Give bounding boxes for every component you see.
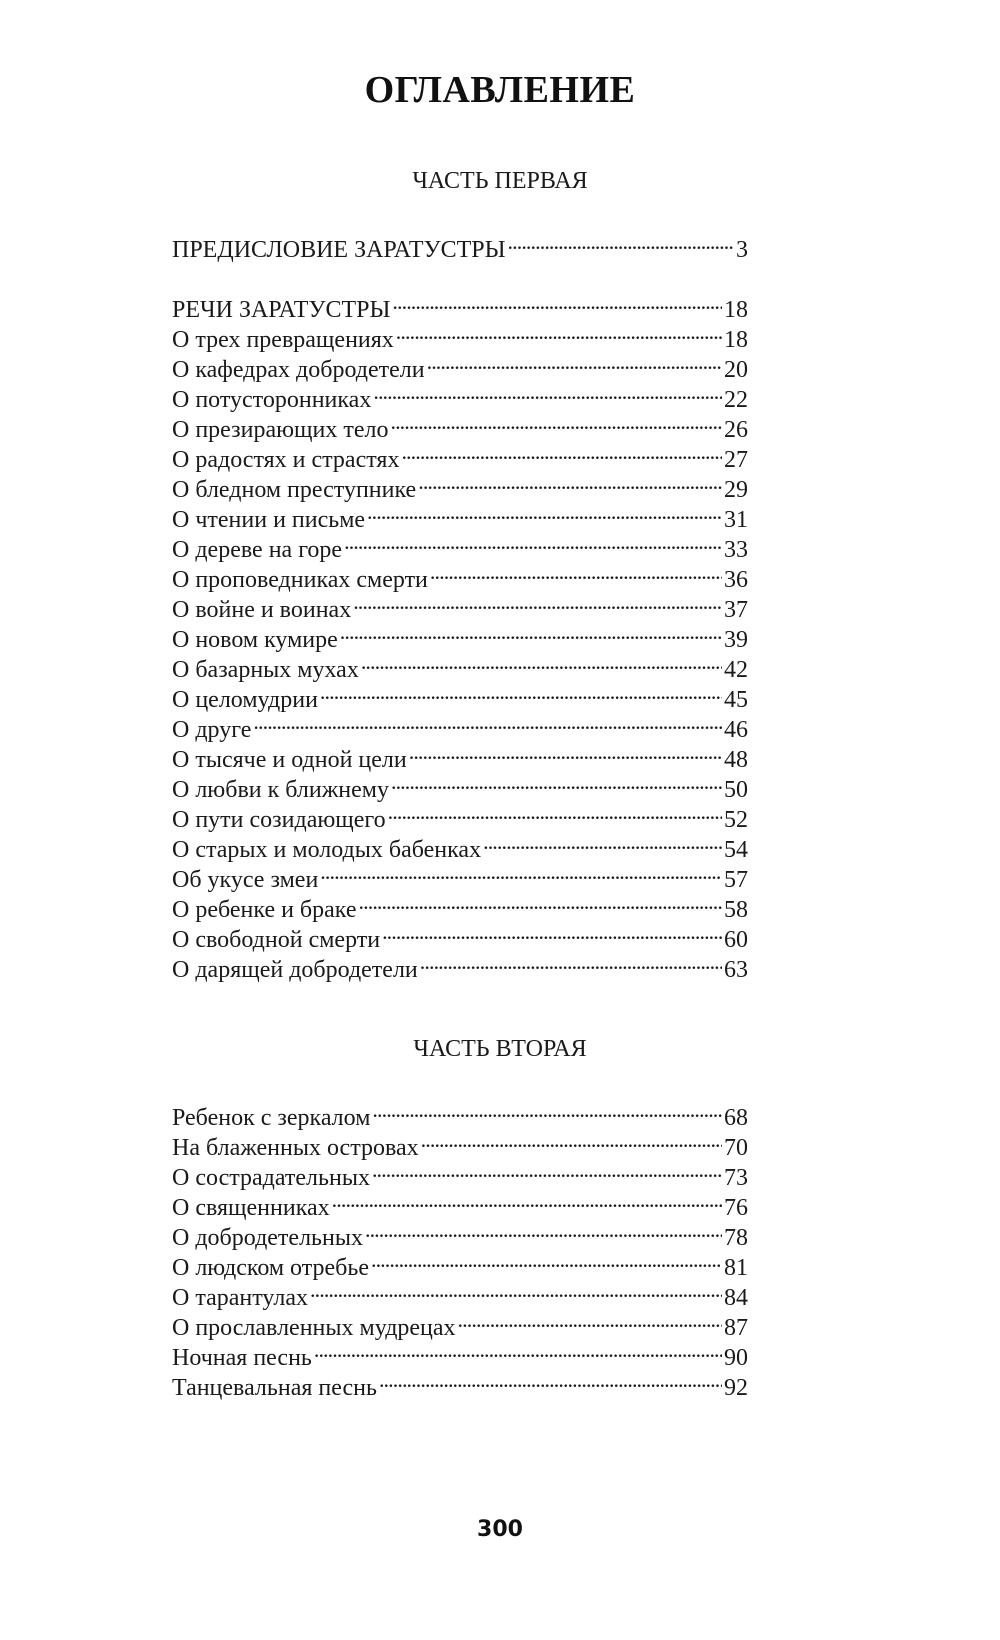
toc-group-part2 [172, 1095, 748, 1401]
dot-leader [409, 737, 722, 767]
toc-entry-page: 37 [724, 597, 748, 623]
toc-entry-page: 18 [724, 297, 748, 323]
toc-entry-label: О свободной смерти [172, 927, 381, 953]
dot-leader [253, 707, 722, 737]
toc-entry-page: 46 [724, 717, 748, 743]
page-title: ОГЛАВЛЕНИЕ [364, 69, 636, 111]
toc-entry-label: О дарящей добродетели [172, 957, 418, 983]
toc-entry-label: О войне и воинах [172, 597, 352, 623]
dot-leader [314, 1335, 722, 1365]
toc-entry-label: О проповедниках смерти [172, 567, 428, 593]
toc-entry[interactable] [172, 1095, 748, 1131]
dot-leader [508, 227, 734, 257]
dot-leader [361, 647, 722, 677]
dot-leader [320, 857, 722, 887]
toc-entry-page: 63 [724, 957, 748, 983]
toc-entry-label: О людском отребье [172, 1255, 369, 1281]
dot-leader [367, 497, 722, 527]
toc-entry-label: Ночная песнь [172, 1345, 312, 1371]
dot-leader [373, 377, 722, 407]
toc-entry-page: 90 [724, 1345, 748, 1371]
dot-leader [390, 407, 722, 437]
toc-entry-label: РЕЧИ ЗАРАТУСТРЫ [172, 297, 391, 323]
dot-leader [483, 827, 722, 857]
toc-entry-page: 84 [724, 1285, 748, 1311]
toc-entry-label: О потусторонниках [172, 387, 372, 413]
toc-entry-page: 87 [724, 1315, 748, 1341]
toc-entry-label: О добродетельных [172, 1225, 363, 1251]
dot-leader [420, 947, 722, 977]
toc-entry-page: 39 [724, 627, 748, 653]
toc-entry-label: О радостях и страстях [172, 447, 400, 473]
part-heading-2: ЧАСТЬ ВТОРАЯ [413, 1036, 587, 1062]
toc-entry-label: О старых и молодых бабенках [172, 837, 482, 863]
dot-leader [427, 347, 722, 377]
toc-entry-label: О сострадательных [172, 1165, 370, 1191]
dot-leader [396, 317, 722, 347]
toc-entry-page: 36 [724, 567, 748, 593]
toc-entry-page: 57 [724, 867, 748, 893]
toc-entry-page: 45 [724, 687, 748, 713]
toc-entry-label: Танцевальная песнь [172, 1375, 377, 1401]
toc-entry-page: 78 [724, 1225, 748, 1251]
toc-entry-label: ПРЕДИСЛОВИЕ ЗАРАТУСТРЫ [172, 237, 506, 263]
page-number: 300 [477, 1517, 523, 1542]
toc-entry-page: 92 [724, 1375, 748, 1401]
dot-leader [340, 617, 722, 647]
toc-entry-label: О целомудрии [172, 687, 318, 713]
dot-leader [418, 467, 722, 497]
toc-entry-page: 50 [724, 777, 748, 803]
toc-group-preface [172, 227, 748, 263]
dot-leader [401, 437, 722, 467]
toc-entry-page: 31 [724, 507, 748, 533]
toc-entry-label: О трех превращениях [172, 327, 394, 353]
dot-leader [388, 797, 722, 827]
toc-entry-label: О друге [172, 717, 252, 743]
toc-entry-page: 70 [724, 1135, 748, 1161]
dot-leader [382, 917, 722, 947]
toc-entry-page: 29 [724, 477, 748, 503]
dot-leader [353, 587, 722, 617]
toc-entry-label: О священниках [172, 1195, 330, 1221]
toc-entry-page: 58 [724, 897, 748, 923]
toc-entry-page: 68 [724, 1105, 748, 1131]
toc-entry-page: 52 [724, 807, 748, 833]
toc-entry-label: О пути созидающего [172, 807, 386, 833]
toc-entry-label: Ребенок с зеркалом [172, 1105, 371, 1131]
toc-entry-page: 73 [724, 1165, 748, 1191]
toc-entry-page: 18 [724, 327, 748, 353]
toc-entry-label: О тарантулах [172, 1285, 309, 1311]
dot-leader [458, 1305, 722, 1335]
toc-entry-page: 42 [724, 657, 748, 683]
toc-entry-page: 76 [724, 1195, 748, 1221]
dot-leader [320, 677, 722, 707]
toc-entry-label: О прославленных мудрецах [172, 1315, 456, 1341]
dot-leader [421, 1125, 722, 1155]
dot-leader [371, 1245, 722, 1275]
toc-entry-label: О чтении и письме [172, 507, 366, 533]
toc-entry-page: 54 [724, 837, 748, 863]
toc-entry[interactable] [172, 737, 748, 773]
toc-entry-page: 33 [724, 537, 748, 563]
toc-entry-page: 26 [724, 417, 748, 443]
dot-leader [365, 1215, 722, 1245]
dot-leader [344, 527, 722, 557]
toc-entry-page: 27 [724, 447, 748, 473]
toc-entry-label: Об укусе змеи [172, 867, 319, 893]
dot-leader [430, 557, 722, 587]
toc-entry-page: 22 [724, 387, 748, 413]
dot-leader [372, 1095, 722, 1125]
dot-leader [372, 1155, 722, 1185]
dot-leader [359, 887, 722, 917]
toc-entry[interactable] [172, 707, 748, 743]
toc-entry-label: На блаженных островах [172, 1135, 419, 1161]
dot-leader [332, 1185, 722, 1215]
toc-entry-label: О базарных мухах [172, 657, 359, 683]
toc-entry-page: 60 [724, 927, 748, 953]
toc-entry-page: 20 [724, 357, 748, 383]
toc-group-speeches [172, 287, 748, 983]
toc-entry-page: 81 [724, 1255, 748, 1281]
toc-entry-page: 3 [736, 237, 748, 263]
part-heading-1: ЧАСТЬ ПЕРВАЯ [412, 168, 588, 194]
toc-entry-label: О новом кумире [172, 627, 338, 653]
dot-leader [391, 767, 722, 797]
dot-leader [379, 1365, 722, 1395]
toc-entry-label: О дереве на горе [172, 537, 343, 563]
toc-entry-label: О презирающих тело [172, 417, 389, 443]
toc-entry-label: О тысяче и одной цели [172, 747, 407, 773]
toc-entry-label: О любви к ближнему [172, 777, 389, 803]
toc-entry-label: О ребенке и браке [172, 897, 357, 923]
dot-leader [310, 1275, 722, 1305]
dot-leader [392, 287, 722, 317]
toc-entry-label: О бледном преступнике [172, 477, 417, 503]
toc-entry[interactable] [172, 287, 748, 323]
toc-entry-page: 48 [724, 747, 748, 773]
toc-entry[interactable] [172, 227, 748, 263]
toc-entry-label: О кафедрах добродетели [172, 357, 425, 383]
